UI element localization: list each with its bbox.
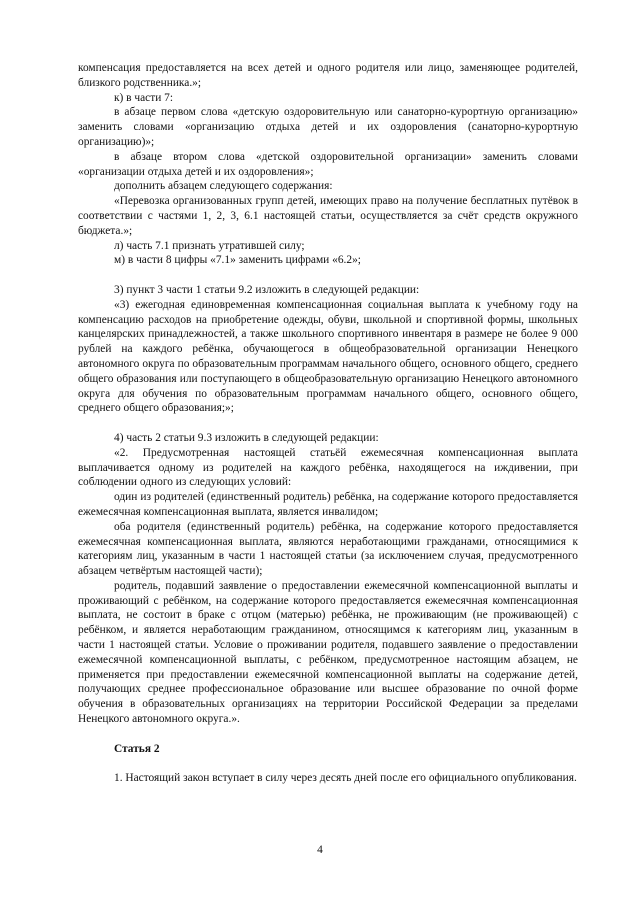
- paragraph: л) часть 7.1 признать утратившей силу;: [114, 239, 305, 252]
- paragraph: один из родителей (единственный родитель) ребёнка, на содержание которого предоставляется ежемесячная компенсационная выплата, является инвалидом;: [78, 491, 578, 518]
- paragraph: м) в части 8 цифры «7.1» заменить цифрами «6.2»;: [114, 254, 361, 267]
- paragraph: дополнить абзацем следующего содержания:: [114, 180, 333, 193]
- paragraph: «Перевозка организованных групп детей, имеющих право на получение бесплатных путёвок в соответствии с частями 1, 2, 3, 6.1 настоящей статьи, осуществляется за счёт средств окружного бюджета.»;: [78, 195, 578, 237]
- paragraph: компенсация предоставляется на всех детей и одного родителя или лицо, заменяющее родителей, близкого родственника.»;: [78, 62, 578, 89]
- paragraph: в абзаце первом слова «детскую оздоровительную или санаторно-курортную организацию» заменить словами «организацию отдыха детей и их оздоровления (санаторно-курортную организацию)»;: [78, 106, 578, 148]
- paragraph: «2. Предусмотренная настоящей статьёй ежемесячная компенсационная выплата выплачивается одному из родителей на каждого ребёнка, находящегося на иждивении, при соблюдении одного из следующих условий:: [78, 446, 578, 489]
- document-body: [78, 61, 578, 786]
- paragraph-gap: [78, 268, 578, 283]
- paragraph-gap: [78, 727, 578, 742]
- paragraph: в абзаце втором слова «детской оздоровительной организации» заменить словами «организации отдыха детей и их оздоровления»;: [78, 150, 578, 178]
- paragraph: 1. Настоящий закон вступает в силу через десять дней после его официального опубликования.: [114, 772, 577, 785]
- paragraph-gap: [78, 416, 578, 431]
- paragraph: «3) ежегодная единовременная компенсационная социальная выплата к учебному году на компенсацию расходов на приобретение одежды, обуви, школьной и спортивной формы, школьных канцелярских принадлежностей, а также школьного спортивного инвентаря в размере не более 9 000 рублей на каждого ребёнка, обучающегося в общеобразовательной организации Ненецкого автономного округа по образовательным программам начального общего, основного общего, среднего общего образования или поступающего в общеобразовательную организацию Ненецкого автономного округа для обучения по образовательным программам начального общего, основного общего, среднего общего образования;»;: [78, 298, 578, 415]
- paragraph: оба родителя (единственный родитель) ребёнка, на содержание которого предоставляется ежемесячная компенсационная выплата, являются неработающими гражданами, относящимися к категориям лиц, указанным в части 1 настоящей статьи (за исключением случая, предусмотренного абзацем четвёртым настоящей части);: [78, 520, 578, 578]
- article-heading: Статья 2: [114, 742, 160, 755]
- paragraph: родитель, подавший заявление о предоставлении ежемесячной компенсационной выплаты и проживающий с ребёнком, на содержание которого предоставляется ежемесячная компенсационная выплата, не состоит в браке с отцом (матерью) ребёнка, не проживающим (не проживающей) с ребёнком, и является неработающим гражданином, относящимся к категориям лиц, указанным в части 1 настоящей статьи. Условие о проживании родителя, подавшего заявление о предоставлении ежемесячной компенсационной выплаты, с ребёнком, предусмотренное настоящим абзацем, не применяется при предоставлении ежемесячной компенсационной выплаты на содержание детей, получающих среднее профессиональное образование или высшее образование по очной форме обучения в образовательных организациях на территории Российской Федерации за пределами Ненецкого автономного округа.».: [78, 579, 578, 726]
- paragraph-gap: [78, 756, 578, 771]
- paragraph: 3) пункт 3 части 1 статьи 9.2 изложить в следующей редакции:: [114, 283, 420, 296]
- paragraph: к) в части 7:: [114, 91, 174, 104]
- page-number: 4: [317, 844, 323, 856]
- paragraph: 4) часть 2 статьи 9.3 изложить в следующей редакции:: [114, 431, 379, 444]
